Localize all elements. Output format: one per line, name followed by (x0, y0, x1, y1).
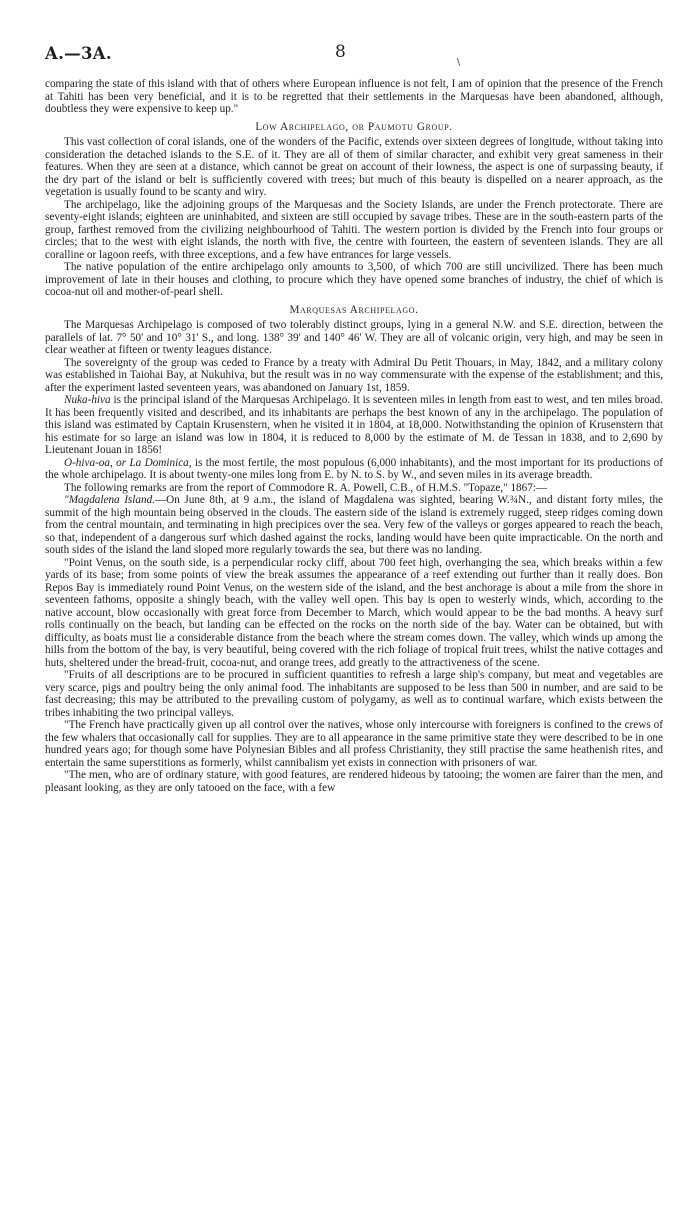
section-heading: Marquesas Archipelago. (289, 303, 419, 316)
paragraph-text: "The men, who are of ordinary stature, with good features, are rendered hideous by tatooing; the women are fairer than the men, and pleasant looking, as they are only tatooed on the face, with a few (45, 769, 663, 794)
page-header (45, 38, 663, 78)
paragraph (45, 199, 663, 262)
document-reference: A.—3A. (45, 44, 112, 63)
paragraph-lead: Nuka-hiva (64, 394, 111, 406)
paragraph-text: is the principal island of the Marquesas Archipelago. It is seventeen miles in length from east to west, and ten miles broad. It has been frequently visited and described, and its inhabitants are perhaps the best known of any in the archipelago. The population of this island was estimated by Captain Krusenstern, when he visited it in 1804, at 18,000. Notwithstanding the opinion of Krusenstern that his estimate for so large an island was low in 1804, it is reduced to 8,000 by the estimate of M. de Tessan in 1838, and to 2,690 by Lieutenant Jouan in 1856! (45, 394, 663, 456)
paragraph (45, 136, 663, 199)
paragraph (45, 261, 663, 299)
section-heading: Low Archipelago, or Paumotu Group. (255, 120, 453, 133)
paragraph (45, 457, 663, 482)
paragraph (45, 769, 663, 794)
paragraph-text: comparing the state of this island with that of others where European influence is not felt, I am of opinion that the presence of the French at Tahiti has been very beneficial, and it is to be regretted that their settlements in the Marquesas have been abandoned, although, doubtless they were expensive to keep up." (45, 78, 663, 115)
paragraph-text: "The French have practically given up all control over the natives, whose only intercourse with foreigners is confined to the crews of the few whalers that occasionally call for supplies. They are to all appearance in the same primitive state they were described to be in one hundred years ago; for though some have Polynesian Bibles and all profess Christianity, they still practise the same heathenish rites, and entertain the same superstitions as formerly, whilst cannibalism yet exists in connection with prisoners of war. (45, 719, 663, 769)
stray-mark: \ (457, 58, 461, 68)
paragraph-text: The archipelago, like the adjoining groups of the Marquesas and the Society Islands, are under the French protectorate. There are seventy-eight islands; eighteen are uninhabited, and sixteen are still occupied by savage tribes. These are in the south-eastern parts of the group, farthest removed from the civilizing neighbourhood of Tahiti. The western portion is divided by the French into four groups or circles; that to the west with eight islands, the north with five, the centre with fourteen, the eastern of seventeen islands. They are all coralline or lagoon reefs, with three exceptions, and a few have entrances for large vessels. (45, 198, 663, 261)
paragraph-text: The sovereignty of the group was ceded to France by a treaty with Admiral Du Petit Thouars, in May, 1842, and a military colony was established in Taiohai Bay, at Nukuhiva, but the result was in no way commensurate with the expense of the establishment; and this, after the experiment lasted seventeen years, was abandoned on January 1st, 1859. (45, 356, 663, 394)
paragraph (45, 494, 663, 557)
paragraph-text: The following remarks are from the report of Commodore R. A. Powell, C.B., of H.M.S. "Topaze," 1867:— (64, 481, 548, 494)
paragraph (45, 482, 663, 495)
paragraph-lead: O-hiva-oa, or La Dominica, (64, 456, 192, 469)
paragraph (45, 669, 663, 719)
paragraph-text: This vast collection of coral islands, one of the wonders of the Pacific, extends over sixteen degrees of longitude, without taking into consideration the detached islands to the S.E. of it. They are all of them of similar character, and exhibit very great sameness in their features. When they are seen at a distance, which cannot be great on account of their lowness, the aspect is one of surpassing beauty, if the dry part of the island or belt is sufficiently covered with trees; but much of this beauty is dispelled on a nearer approach, as the vegetation is usually found to be scanty and wiry. (45, 136, 663, 198)
paragraph-lead: "Magdalena Island. (64, 494, 155, 506)
paragraph-text: The native population of the entire archipelago only amounts to 3,500, of which 700 are still uncivilized. There has been much improvement of late in their houses and clothing, to procure which they have opened some branches of industry, the chief of which is cocoa-nut oil and mother-of-pearl shell. (45, 261, 663, 298)
page-number: 8 (335, 42, 346, 62)
paragraph-text: is the most fertile, the most populous (6,000 inhabitants), and the most important for its productions of the whole archipelago. It is about twenty-one miles long from E. by N. to S. by W., and seven miles in its average breadth. (45, 456, 663, 481)
paragraph (45, 719, 663, 769)
body-text (45, 78, 663, 794)
paragraph-text: —On June 8th, at 9 a.m., the island of Magdalena was sighted, bearing W.¾N., and distant forty miles, the summit of the high mountain being observed in the clouds. The eastern side of the island is extremely rugged, steep ridges coming down from the central mountain, and terminating in high precipices over the sea. Very few of the valleys or gorges appeared to reach the beach, so that, independent of a dangerous surf which dashed against the rocks, landing would have been quite impracticable. On the north and south sides of the island the land sloped more regularly towards the sea, but there was no landing. (45, 494, 663, 556)
paragraph-text: "Fruits of all descriptions are to be procured in sufficient quantities to refresh a large ship's company, but meat and vegetables are very scarce, pigs and poultry being the only animal food. The inhabitants are supposed to be less than 500 in number, and are said to be fast decreasing; this may be attributed to the prevailing custom of polygamy, as well as to continual warfare, which exists between the tribes inhabiting the two principal valleys. (45, 669, 663, 719)
paragraph (45, 319, 663, 357)
paragraph-text: The Marquesas Archipelago is composed of two tolerably distinct groups, lying in a general N.W. and S.E. direction, between the parallels of lat. 7° 50' and 10° 31' S., and long. 138° 39' and 140° 46' W. They are all of volcanic origin, very high, and may be seen in clear weather at fifteen or twenty leagues distance. (45, 319, 663, 356)
paragraph (45, 357, 663, 395)
paragraph-text: "Point Venus, on the south side, is a perpendicular rocky cliff, about 700 feet high, overhanging the sea, which breaks within a few yards of its base; from some points of view the break assumes the appearance of a reef extending out further than it really does. Bon Repos Bay is immediately round Point Venus, on the western side of the island, and the best anchorage is about a mile from the shore in seventeen fathoms, opposite a shingly beach, with the valley well open. This bay is open to westerly winds, which, according to the native account, blow occasionally with great force from December to March, which would appear to be the bad months. A heavy surf rolls continually on the beach, but landing can be effected on the rocks on the north side of the bay. Water can be obtained, but with difficulty, as boats must lie a considerable distance from the beach where the stream comes down. The valley, which winds up among the hills from the bottom of the bay, is very beautiful, being covered with the rich foliage of tropical fruit trees, whilst the native cottages and huts, sheltered under the bread-fruit, cocoa-nut, and orange trees, add greatly to the attractiveness of the scene. (45, 556, 663, 669)
paragraph (45, 557, 663, 670)
paragraph (45, 394, 663, 457)
paragraph (45, 78, 663, 116)
